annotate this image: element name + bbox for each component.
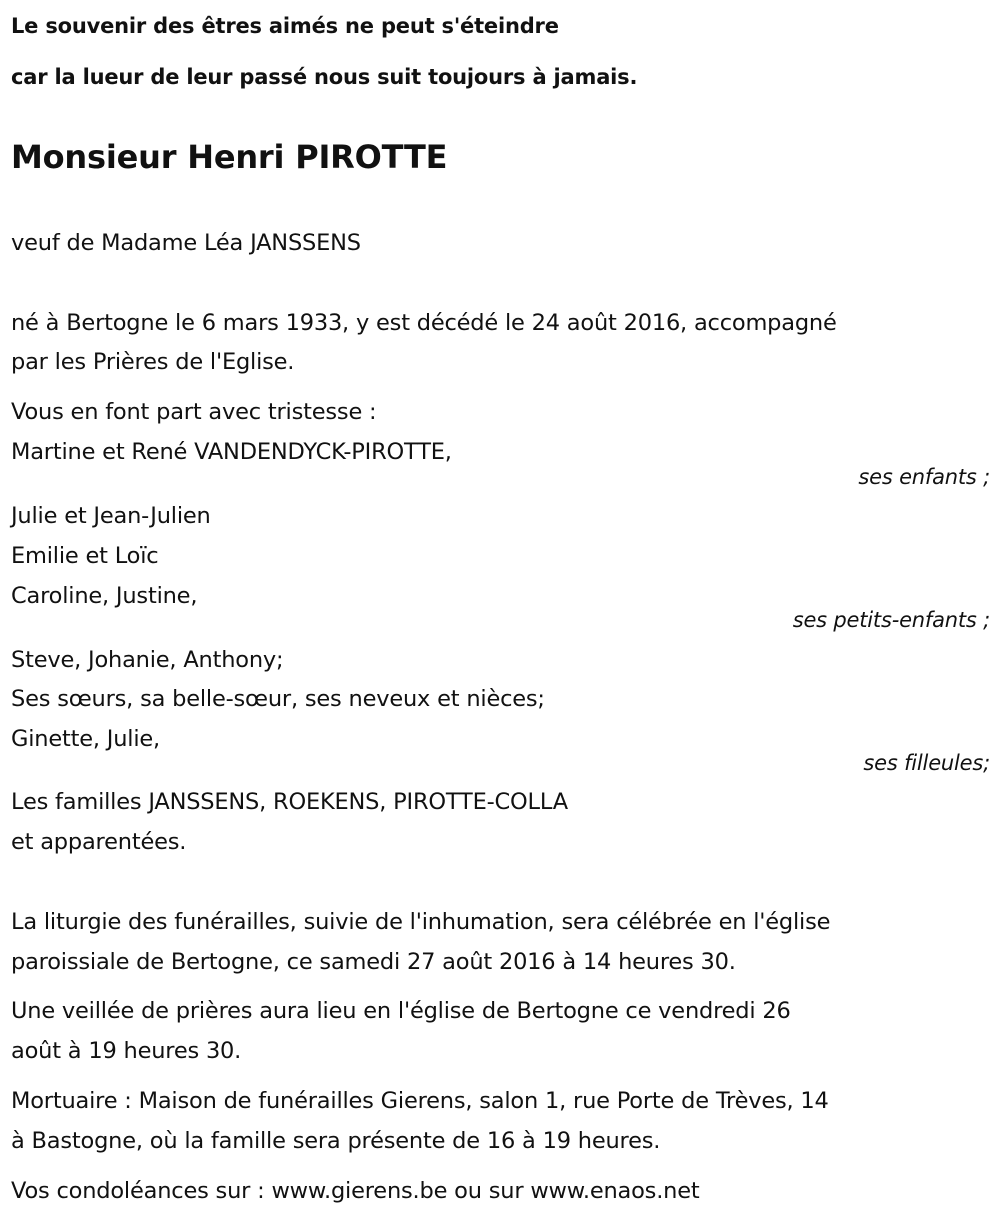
others-line: Ses sœurs, sa belle-sœur, ses neveux et nièces;: [11, 686, 545, 712]
others-line: Ginette, Julie,: [11, 726, 160, 752]
liturgy-line-2: paroissiale de Bertogne, ce samedi 27 août 2016 à 14 heures 30.: [11, 949, 736, 975]
others-line: Steve, Johanie, Anthony;: [11, 647, 284, 673]
goddaughters-label: ses filleules;: [863, 751, 990, 775]
grandchildren-label: ses petits-enfants ;: [792, 608, 990, 632]
liturgy-line-1: La liturgie des funérailles, suivie de l'inhumation, sera célébrée en l'église: [11, 909, 831, 935]
vigil-line-1: Une veillée de prières aura lieu en l'église de Bertogne ce vendredi 26: [11, 998, 791, 1024]
families-line-2: et apparentées.: [11, 829, 187, 855]
children-names: Martine et René VANDENDYCK-PIROTTE,: [11, 439, 452, 465]
mortuary-line-2: à Bastogne, où la famille sera présente de 16 à 19 heures.: [11, 1128, 661, 1154]
vigil-line-2: août à 19 heures 30.: [11, 1038, 242, 1064]
epigraph-line-2: car la lueur de leur passé nous suit toujours à jamais.: [11, 65, 638, 89]
grandchild-line: Caroline, Justine,: [11, 583, 198, 609]
condolences-text: Vos condoléances sur : www.gierens.be ou sur www.enaos.net: [11, 1178, 700, 1204]
birth-death-line-2: par les Prières de l'Eglise.: [11, 349, 295, 375]
families-line-1: Les familles JANSSENS, ROEKENS, PIROTTE-COLLA: [11, 789, 568, 815]
birth-death-line-1: né à Bertogne le 6 mars 1933, y est décédé le 24 août 2016, accompagné: [11, 310, 837, 336]
grandchild-line: Julie et Jean-Julien: [11, 503, 211, 529]
grandchild-line: Emilie et Loïc: [11, 543, 159, 569]
children-label: ses enfants ;: [858, 465, 990, 489]
epigraph-line-1: Le souvenir des êtres aimés ne peut s'éteindre: [11, 14, 559, 38]
announce-text: Vous en font part avec tristesse :: [11, 399, 377, 425]
deceased-name: Monsieur Henri PIROTTE: [11, 138, 448, 176]
widower-text: veuf de Madame Léa JANSSENS: [11, 230, 361, 256]
mortuary-line-1: Mortuaire : Maison de funérailles Gierens, salon 1, rue Porte de Trèves, 14: [11, 1088, 829, 1114]
